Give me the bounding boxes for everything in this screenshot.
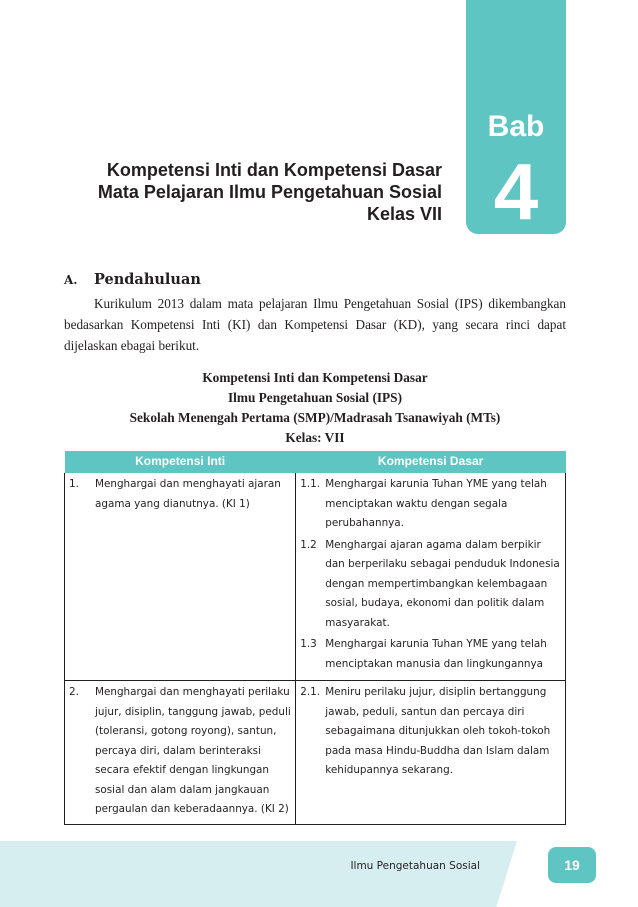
table-row bbox=[65, 473, 566, 681]
chapter-title-line: Mata Pelajaran Ilmu Pengetahuan Sosial bbox=[97, 182, 442, 202]
section-marker: A. bbox=[64, 273, 78, 287]
table-row bbox=[65, 681, 566, 825]
table-caption-line: Kompetensi Inti dan Kompetensi Dasar bbox=[202, 370, 428, 385]
ki-item bbox=[69, 683, 291, 820]
kd-item bbox=[300, 683, 561, 781]
competency-table bbox=[64, 451, 566, 825]
chapter-title-line: Kelas VII bbox=[366, 204, 442, 224]
section-heading bbox=[64, 271, 201, 288]
ki-number: 1. bbox=[69, 478, 79, 490]
chapter-title-line: Kompetensi Inti dan Kompetensi Dasar bbox=[106, 160, 442, 180]
table-header-row bbox=[65, 451, 566, 473]
table-caption-line: Sekolah Menengah Pertama (SMP)/Madrasah Tsanawiyah (MTs) bbox=[129, 410, 501, 425]
table-caption-line: Ilmu Pengetahuan Sosial (IPS) bbox=[228, 390, 402, 405]
kd-number: 1.1. bbox=[300, 478, 321, 490]
chapter-label: Bab bbox=[487, 110, 545, 143]
header-kompetensi-inti: Kompetensi Inti bbox=[65, 451, 296, 473]
intro-paragraph: Kurikulum 2013 dalam mata pelajaran Ilmu Pengetahuan Sosial (IPS) dikembangkan bedasarkan Kompetensi Inti (KI) dan Kompetensi Dasar (KD), yang secara rinci dapat dijelaskan ebagai berikut. bbox=[64, 296, 566, 353]
kd-number: 1.2 bbox=[300, 538, 317, 551]
ki-item bbox=[69, 475, 291, 514]
kd-item bbox=[300, 536, 561, 634]
footer-book-title: Ilmu Pengetahuan Sosial bbox=[350, 860, 480, 872]
kd-cell bbox=[296, 681, 566, 825]
kd-text: Menghargai karunia Tuhan YME yang telah menciptakan waktu dengan segala perubahannya. bbox=[325, 478, 547, 529]
kd-text: Menghargai karunia Tuhan YME yang telah menciptakan manusia dan lingkungannya bbox=[325, 638, 547, 670]
kd-item bbox=[300, 635, 561, 674]
kd-item bbox=[300, 475, 561, 534]
chapter-tab bbox=[466, 0, 566, 234]
chapter-number: 4 bbox=[493, 147, 539, 236]
kd-text: Menghargai ajaran agama dalam berpikir dan berperilaku sebagai penduduk Indonesia dengan mempertimbangkan kelembagaan sosial, budaya, ekonomi dan politik dalam masyarakat. bbox=[325, 538, 560, 629]
kd-number: 2.1. bbox=[300, 686, 321, 698]
chapter-title bbox=[22, 159, 442, 225]
ki-text: Menghargai dan menghayati ajaran agama yang dianutnya. (KI 1) bbox=[95, 478, 281, 510]
kd-text: Meniru perilaku jujur, disiplin bertanggung jawab, peduli, santun dan percaya diri sebagaimana ditunjukkan oleh tokoh-tokoh pada masa Hindu-Buddha dan Islam dalam kehidupannya sekarang. bbox=[325, 686, 551, 776]
ki-cell bbox=[65, 473, 296, 681]
section-heading-text: Pendahuluan bbox=[94, 271, 201, 288]
kd-cell bbox=[296, 473, 566, 681]
ki-number: 2. bbox=[69, 686, 79, 698]
table-caption bbox=[64, 368, 566, 448]
table-caption-line: Kelas: VII bbox=[285, 430, 345, 445]
kd-number: 1.3 bbox=[300, 638, 317, 650]
header-kompetensi-dasar: Kompetensi Dasar bbox=[296, 451, 566, 473]
ki-text: Menghargai dan menghayati perilaku jujur, disiplin, tanggung jawab, peduli (toleransi, gotong royong), santun, percaya diri, dalam berinteraksi secara efektif dengan lingkungan sosial dan alam dalam jangkauan pergaulan dan keberadaannya. (KI 2) bbox=[95, 686, 291, 815]
ki-cell bbox=[65, 681, 296, 825]
page-number: 19 bbox=[548, 847, 596, 883]
footer-band bbox=[0, 841, 517, 907]
